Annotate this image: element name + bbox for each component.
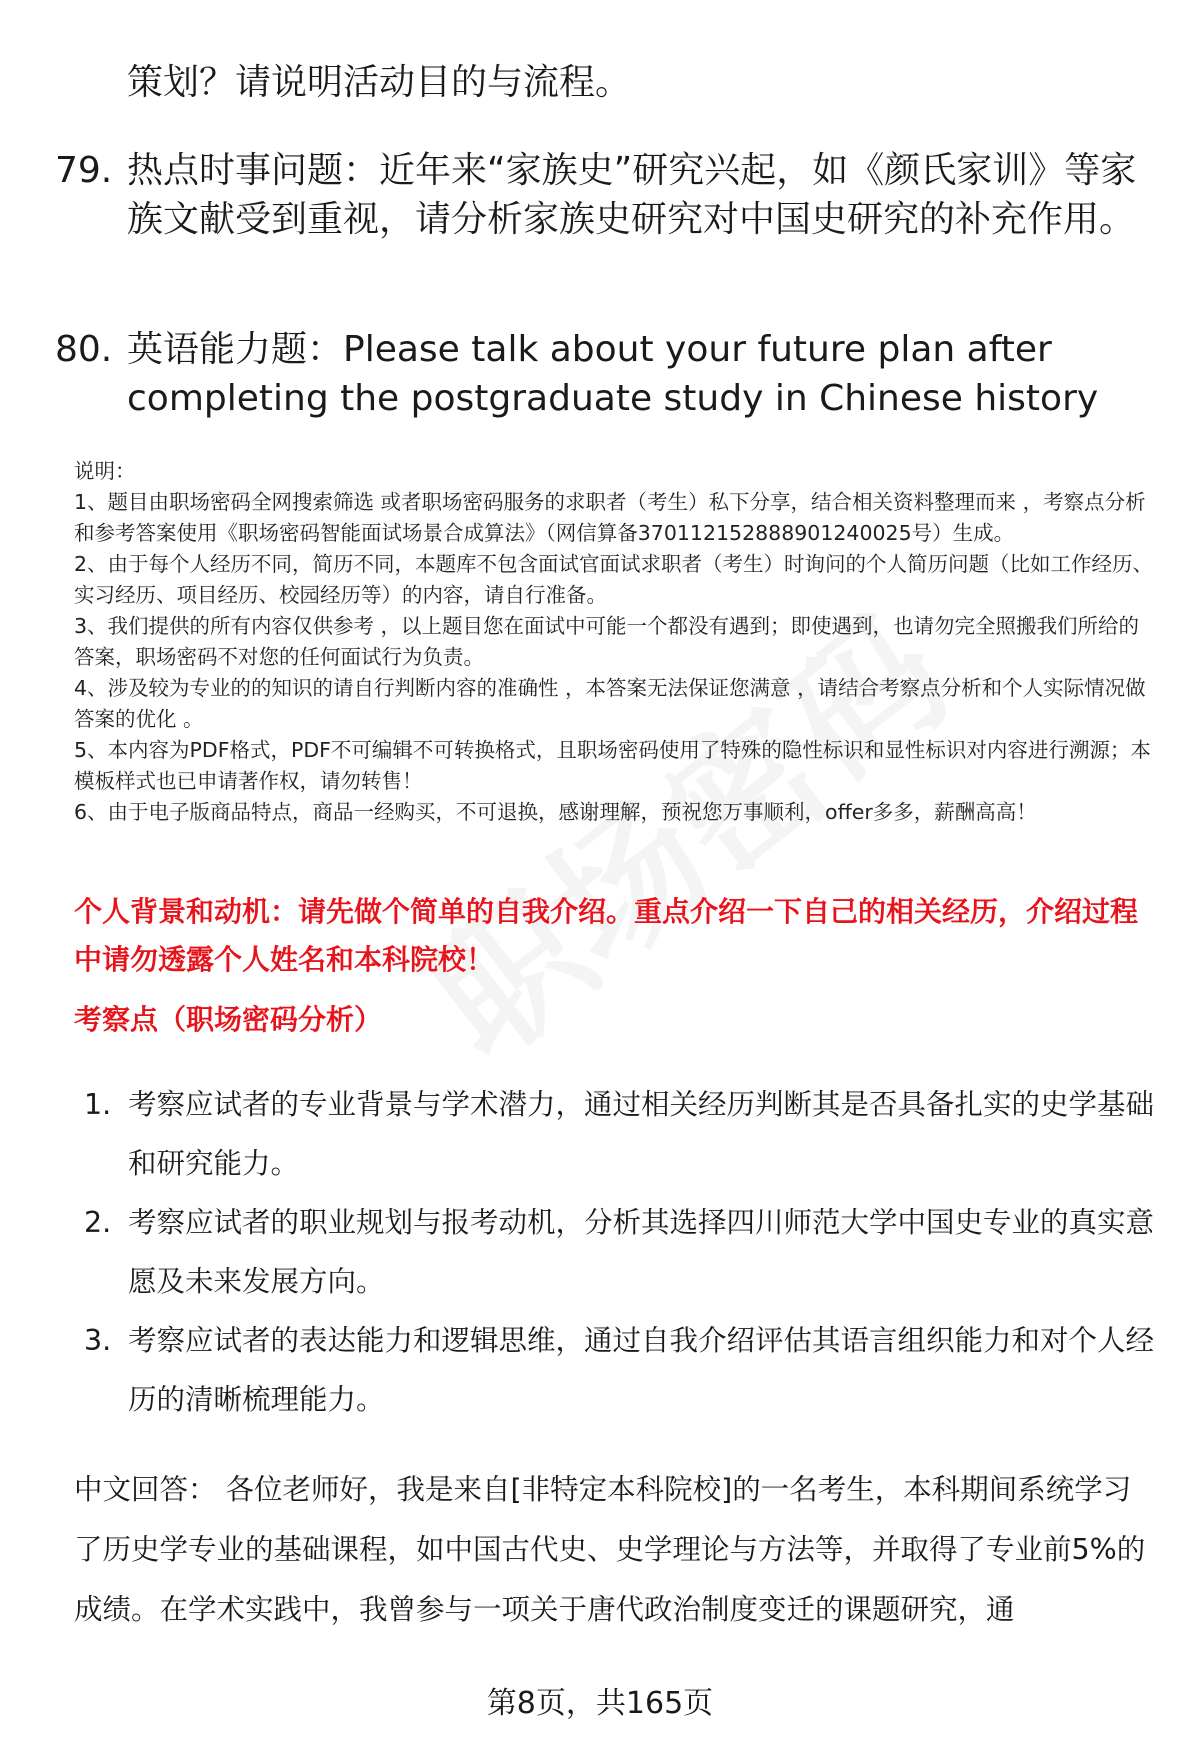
list-item-number: 3.: [84, 1324, 112, 1357]
question-continuation: [55, 58, 1155, 107]
note-item: 3、我们提供的所有内容仅供参考 ，以上题目您在面试中可能一个都没有遇到；即使遇到，也请勿完全照搬我们所给的答案，职场密码不对您的任何面试行为负责。: [74, 614, 1140, 669]
question-80: [55, 325, 1155, 423]
list-item: [80, 1193, 1160, 1311]
question-number: 79.: [55, 150, 113, 191]
note-item: 1、题目由职场密码全网搜索筛选 或者职场密码服务的求职者（考生）私下分享，结合相关资料整理而来 ，考察点分析和参考答案使用《职场密码智能面试场景合成算法》（网信算备370112152888901240025号）生成。: [74, 490, 1146, 545]
section-heading: 个人背景和动机：请先做个简单的自我介绍。重点介绍一下自己的相关经历，介绍过程中请勿透露个人姓名和本科院校！: [74, 895, 1139, 976]
page-footer: 第8页，共165页: [486, 1686, 714, 1721]
list-item-text: 考察应试者的专业背景与学术潜力，通过相关经历判断其是否具备扎实的史学基础和研究能力。: [128, 1088, 1155, 1180]
list-item: [80, 1075, 1160, 1193]
note-item: 4、涉及较为专业的的知识的请自行判断内容的准确性 ，本答案无法保证您满意 ，请结合考察点分析和个人实际情况做答案的优化 。: [74, 676, 1146, 731]
note-item: 5、本内容为PDF格式，PDF不可编辑不可转换格式，且职场密码使用了特殊的隐性标识和显性标识对内容进行溯源；本模板样式也已申请著作权，请勿转售！: [74, 738, 1151, 793]
list-item-text: 考察应试者的表达能力和逻辑思维，通过自我介绍评估其语言组织能力和对个人经历的清晰梳理能力。: [128, 1324, 1155, 1416]
notes-title: 说明：: [74, 459, 136, 483]
question-text: 策划？请说明活动目的与流程。: [127, 62, 632, 103]
list-item: [80, 1311, 1160, 1429]
note-item: 6、由于电子版商品特点，商品一经购买，不可退换，感谢理解，预祝您万事顺利，offer多多，薪酬高高！: [74, 800, 1037, 824]
list-item-number: 2.: [84, 1206, 112, 1239]
question-text: 英语能力题：Please talk about your future plan after completing the postgraduate study in Chinese history: [127, 329, 1099, 419]
exam-points-heading: 考察点（职场密码分析）: [74, 1003, 383, 1036]
disclaimer-notes: [74, 456, 1158, 828]
exam-points-list: [80, 1075, 1160, 1429]
question-text: 热点时事问题：近年来“家族史”研究兴起，如《颜氏家训》等家族文献受到重视，请分析家族史研究对中国史研究的补充作用。: [127, 150, 1137, 240]
question-number: 80.: [55, 329, 113, 370]
chinese-answer: 中文回答： 各位老师好，我是来自[非特定本科院校]的一名考生，本科期间系统学习了历史学专业的基础课程，如中国古代史、史学理论与方法等，并取得了专业前5%的成绩。在学术实践中，我曾参与一项关于唐代政治制度变迁的课题研究，通: [74, 1473, 1146, 1626]
list-item-number: 1.: [84, 1088, 112, 1121]
note-item: 2、由于每个人经历不同，简历不同，本题库不包含面试官面试求职者（考生）时询问的个人简历问题（比如工作经历、实习经历、项目经历、校园经历等）的内容，请自行准备。: [74, 552, 1154, 607]
question-79: [55, 146, 1155, 244]
list-item-text: 考察应试者的职业规划与报考动机，分析其选择四川师范大学中国史专业的真实意愿及未来发展方向。: [128, 1206, 1155, 1298]
